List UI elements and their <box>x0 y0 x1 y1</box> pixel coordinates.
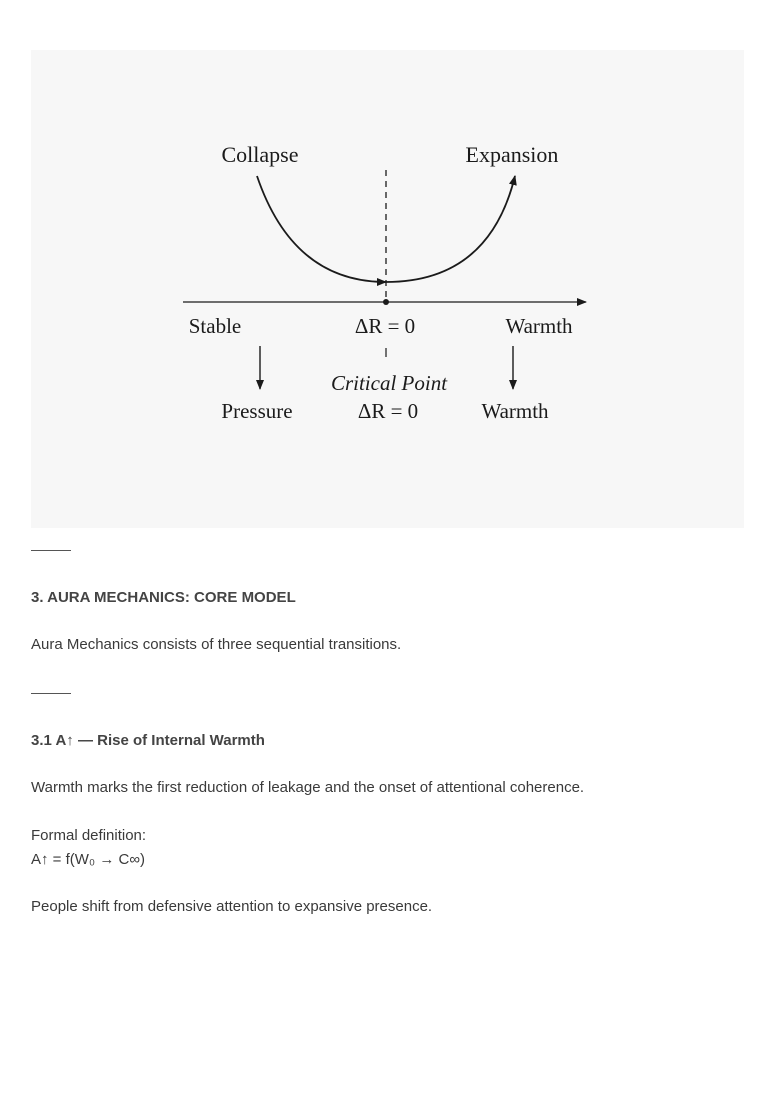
section-heading: 3. AURA MECHANICS: CORE MODEL <box>31 589 296 606</box>
diagram-figure <box>31 50 744 528</box>
expansion-curve <box>386 176 515 282</box>
stable-label: Stable <box>188 314 242 338</box>
subsection-heading: 3.1 A↑ — Rise of Internal Warmth <box>31 732 265 749</box>
divider <box>31 693 71 694</box>
collapse-curve <box>257 176 386 282</box>
critical-point-dot <box>383 299 389 305</box>
section-intro: Aura Mechanics consists of three sequential transitions. <box>31 636 402 653</box>
expansion-label: Expansion <box>465 142 559 167</box>
formal-definition-label: Formal definition: <box>31 827 147 844</box>
warmth-label-bottom: Warmth <box>481 399 549 423</box>
pressure-label: Pressure <box>221 399 293 423</box>
subsection-description: Warmth marks the first reduction of leakage and the onset of attentional coherence. <box>31 779 585 796</box>
divider <box>31 550 71 551</box>
closing-paragraph: People shift from defensive attention to expansive presence. <box>31 898 433 915</box>
delta-r-label-top: ΔR = 0 <box>354 314 416 338</box>
critical-point-diagram <box>31 50 744 528</box>
critical-point-label: Critical Point <box>330 371 448 395</box>
formal-definition-formula: A↑ = f(W₀ → C∞) <box>31 851 146 868</box>
collapse-label: Collapse <box>221 142 299 167</box>
delta-r-label-bottom: ΔR = 0 <box>357 399 419 423</box>
warmth-label-right: Warmth <box>505 314 573 338</box>
